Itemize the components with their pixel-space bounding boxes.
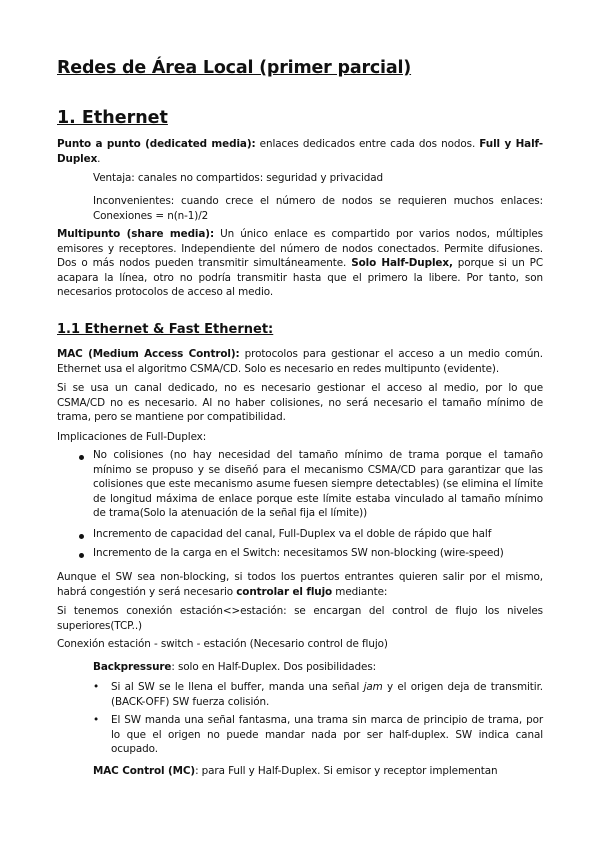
- bold-full-half: Full y Half-Duplex: [57, 138, 543, 165]
- section-heading-fast-ethernet: 1.1 Ethernet & Fast Ethernet:: [57, 322, 274, 337]
- text-sub1-b: y el origen deja de transmitir. (BACK-OFF) SW fuerza colisión.: [111, 681, 543, 708]
- paragraph-aunque: [57, 570, 543, 599]
- text-aunque-end: mediante:: [332, 585, 388, 598]
- text-sub1-a: Si al SW se le llena el buffer, manda una señal: [111, 681, 364, 693]
- paragraph-conexion: Conexión estación - switch - estación (Necesario control de flujo): [57, 638, 388, 650]
- sub-bullet-marker: •: [93, 714, 100, 726]
- sub-bullet-marker: •: [93, 681, 100, 693]
- list-item: No colisiones (no hay necesidad del tamaño mínimo de trama porque el tamaño mínimo se propuso y se diseñó para el mecanismo CSMA/CD para garantizar que las colisiones que este mecanismo asume fuesen siempre detectables) (se elimina el límite de longitud máxima de enlace porque este límite estaba vinculado al tamaño mínimo de trama(Solo la atenuación de la señal fija el límite)): [93, 449, 543, 519]
- bold-multipunto: Multipunto (share media):: [57, 228, 215, 240]
- bold-mac: MAC (Medium Access Control):: [57, 348, 240, 360]
- paragraph-backpressure: [93, 660, 543, 675]
- paragraph-multipunto: [57, 227, 543, 300]
- bold-backpressure: Backpressure: [93, 661, 172, 673]
- bullet-dot: [79, 455, 84, 460]
- paragraph-inconvenientes: Inconvenientes: cuando crece el número de nodos se requieren muchos enlaces: Conexiones = n(n-1)/2: [93, 195, 543, 222]
- italic-jam: jam: [363, 681, 383, 693]
- bold-controlar-flujo: controlar el flujo: [236, 585, 333, 598]
- bullet-dot: [79, 553, 84, 558]
- text-mac: protocolos para gestionar el acceso a un medio común. Ethernet usa el algoritmo CSMA/CD. Solo es necesario en redes multipunto (evidente).: [57, 348, 543, 375]
- bold-solo-half: Solo Half-Duplex,: [351, 257, 453, 269]
- bullet-dot: [79, 534, 84, 539]
- list-item: Incremento de capacidad del canal, Full-Duplex va el doble de rápido que half: [93, 528, 492, 540]
- text-mac-control: : para Full y Half-Duplex. Si emisor y receptor implementan: [195, 765, 498, 777]
- sub-list-item: El SW manda una señal fantasma, una trama sin marca de principio de trama, por lo que el origen no puede mandar nada por ser half-duplex. SW indica canal ocupado.: [111, 714, 543, 755]
- page-title: Redes de Área Local (primer parcial): [57, 58, 412, 78]
- section-heading-ethernet: 1. Ethernet: [57, 108, 168, 128]
- sub-list-item: [111, 680, 543, 709]
- paragraph-punto-a-punto: [57, 137, 543, 166]
- paragraph-mac-control: [93, 764, 543, 779]
- paragraph-canal-dedicado: Si se usa un canal dedicado, no es necesario gestionar el acceso al medio, por lo que CSMA/CD no es necesario. Al no haber colisiones, no será necesario el tamaño mínimo de trama, pero se mantiene por compatibilidad.: [57, 382, 543, 423]
- bold-mac-control: MAC Control (MC): [93, 765, 196, 777]
- paragraph-mac: [57, 347, 543, 376]
- text-multipunto-end: porque si un PC acapara la línea, otro no podría transmitir hasta que el primero la libere. Por tanto, son necesarios protocolos de acceso al medio.: [57, 257, 543, 298]
- paragraph-estacion: Si tenemos conexión estación<>estación: se encargan del control de flujo los niveles superiores(TCP..): [57, 605, 543, 632]
- text-aunque: Aunque el SW sea non-blocking, si todos los puertos entrantes quieren salir por el mismo, habrá congestión y será necesario: [57, 571, 543, 598]
- text-end: .: [97, 152, 101, 165]
- text-punto-a-punto: enlaces dedicados entre cada dos nodos.: [255, 138, 480, 150]
- text-multipunto: Un único enlace es compartido por varios nodos, múltiples emisores y receptores. Independiente del número de nodos conectados. Permite difusiones. Dos o más nodos pueden transmitir simultáneamente.: [57, 228, 543, 269]
- paragraph-ventaja: Ventaja: canales no compartidos: seguridad y privacidad: [93, 172, 383, 184]
- list-item: Incremento de la carga en el Switch: necesitamos SW non-blocking (wire-speed): [93, 547, 504, 559]
- bold-punto-a-punto: Punto a punto (dedicated media):: [57, 138, 256, 150]
- text-backpressure: : solo en Half-Duplex. Dos posibilidades:: [171, 661, 377, 673]
- paragraph-implicaciones: Implicaciones de Full-Duplex:: [57, 431, 207, 443]
